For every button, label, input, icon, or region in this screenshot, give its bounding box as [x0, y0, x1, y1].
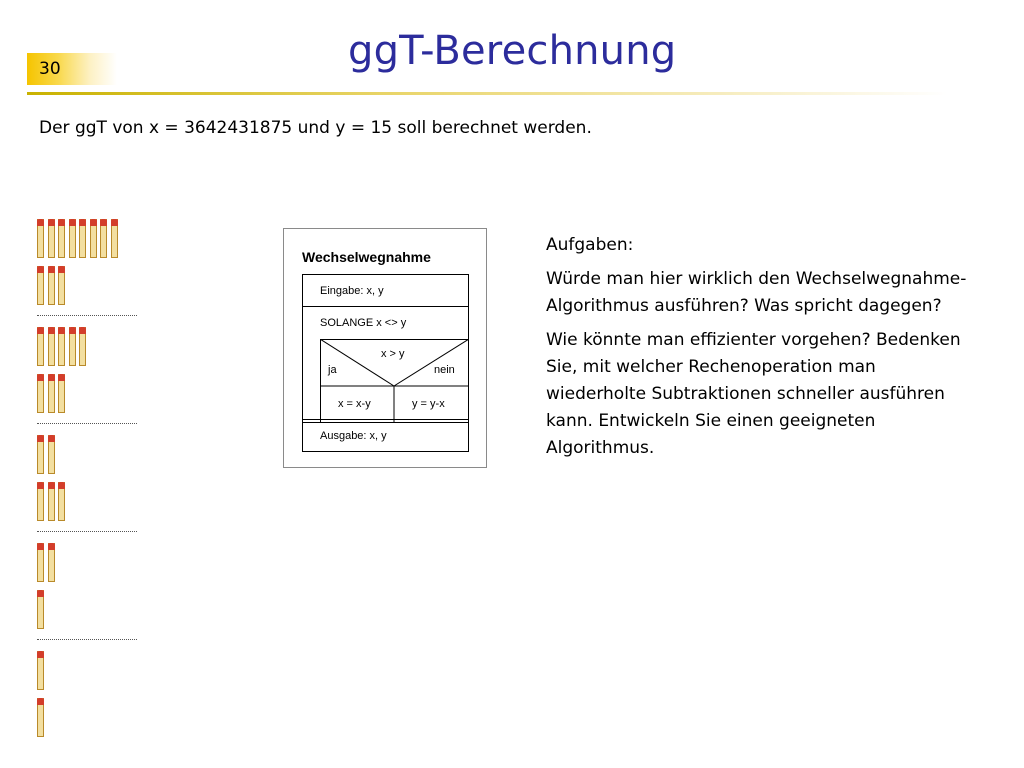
- matchstick-head: [37, 651, 44, 658]
- group-separator: [37, 315, 137, 316]
- matchstick-head: [48, 327, 55, 334]
- yes-label: ja: [328, 364, 337, 376]
- matchstick-head: [100, 219, 107, 226]
- matchstick-head: [48, 266, 55, 273]
- x-matchstick: [48, 543, 55, 582]
- page-number-badge: [27, 53, 117, 85]
- matchstick-head: [48, 543, 55, 550]
- matchstick-head: [58, 327, 65, 334]
- loop-label: SOLANGE x <> y: [320, 317, 407, 329]
- matchstick-head: [37, 482, 44, 489]
- x-matchstick: [100, 219, 107, 258]
- x-matchstick: [90, 219, 97, 258]
- y-matchstick: [48, 374, 55, 413]
- x-matchstick: [58, 327, 65, 366]
- matchstick-head: [48, 435, 55, 442]
- x-matchstick: [37, 327, 44, 366]
- then-action: x = x-y: [338, 398, 371, 410]
- matchstick-head: [37, 219, 44, 226]
- group-separator: [37, 423, 137, 424]
- matchstick-head: [79, 327, 86, 334]
- output-block: [302, 419, 469, 452]
- matchstick-head: [48, 374, 55, 381]
- x-matchstick: [58, 219, 65, 258]
- task-paragraph-2: Wie könnte man effizienter vorgehen? Bedenken Sie, mit welcher Rechenoperation man wiederholte Subtraktionen schneller ausführen kann. Entwickeln Sie einen geeigneten Algorithmus.: [546, 330, 961, 458]
- matchstick-head: [37, 327, 44, 334]
- matchstick-head: [79, 219, 86, 226]
- x-matchstick: [69, 327, 76, 366]
- matchstick-head: [37, 266, 44, 273]
- x-matchstick: [48, 327, 55, 366]
- y-matchstick: [48, 482, 55, 521]
- matchstick-head: [48, 219, 55, 226]
- input-block: [302, 274, 469, 307]
- input-label: Eingabe: x, y: [320, 285, 384, 297]
- page-number: 30: [39, 59, 61, 79]
- matchstick-head: [37, 374, 44, 381]
- matchstick-head: [37, 435, 44, 442]
- x-matchstick: [69, 219, 76, 258]
- matchstick-head: [69, 327, 76, 334]
- tasks-heading: Aufgaben:: [546, 235, 634, 255]
- matchstick-head: [37, 698, 44, 705]
- x-matchstick: [48, 435, 55, 474]
- x-matchstick: [48, 219, 55, 258]
- title-underline: [27, 92, 947, 95]
- if-block: [320, 339, 469, 423]
- group-separator: [37, 639, 137, 640]
- struktogramm-title: Wechselwegnahme: [302, 249, 431, 265]
- y-matchstick: [37, 482, 44, 521]
- y-matchstick: [37, 374, 44, 413]
- x-matchstick: [111, 219, 118, 258]
- task-paragraph-1: Würde man hier wirklich den Wechselwegnahme-Algorithmus ausführen? Was spricht dagegen?: [546, 269, 967, 316]
- slide-title: ggT-Berechnung: [348, 28, 677, 74]
- tasks-panel: [546, 232, 976, 469]
- y-matchstick: [37, 698, 44, 737]
- else-action: y = y-x: [412, 398, 445, 410]
- x-matchstick: [37, 543, 44, 582]
- matchstick-head: [69, 219, 76, 226]
- y-matchstick: [48, 266, 55, 305]
- x-matchstick: [37, 651, 44, 690]
- y-matchstick: [37, 266, 44, 305]
- y-matchstick: [58, 374, 65, 413]
- struktogramm: [283, 228, 487, 468]
- matchstick-head: [111, 219, 118, 226]
- condition-label: x > y: [381, 348, 405, 360]
- matchstick-head: [58, 482, 65, 489]
- y-matchstick: [37, 590, 44, 629]
- output-label: Ausgabe: x, y: [320, 430, 387, 442]
- matchstick-head: [90, 219, 97, 226]
- matchstick-head: [37, 590, 44, 597]
- matchstick-head: [58, 266, 65, 273]
- y-matchstick: [58, 482, 65, 521]
- matchstick-head: [48, 482, 55, 489]
- x-matchstick: [79, 327, 86, 366]
- y-matchstick: [58, 266, 65, 305]
- matchstick-head: [58, 374, 65, 381]
- x-matchstick: [37, 219, 44, 258]
- group-separator: [37, 531, 137, 532]
- x-matchstick: [79, 219, 86, 258]
- matchstick-head: [58, 219, 65, 226]
- x-matchstick: [37, 435, 44, 474]
- intro-text: Der ggT von x = 3642431875 und y = 15 soll berechnet werden.: [39, 118, 592, 138]
- matchstick-head: [37, 543, 44, 550]
- no-label: nein: [434, 364, 455, 376]
